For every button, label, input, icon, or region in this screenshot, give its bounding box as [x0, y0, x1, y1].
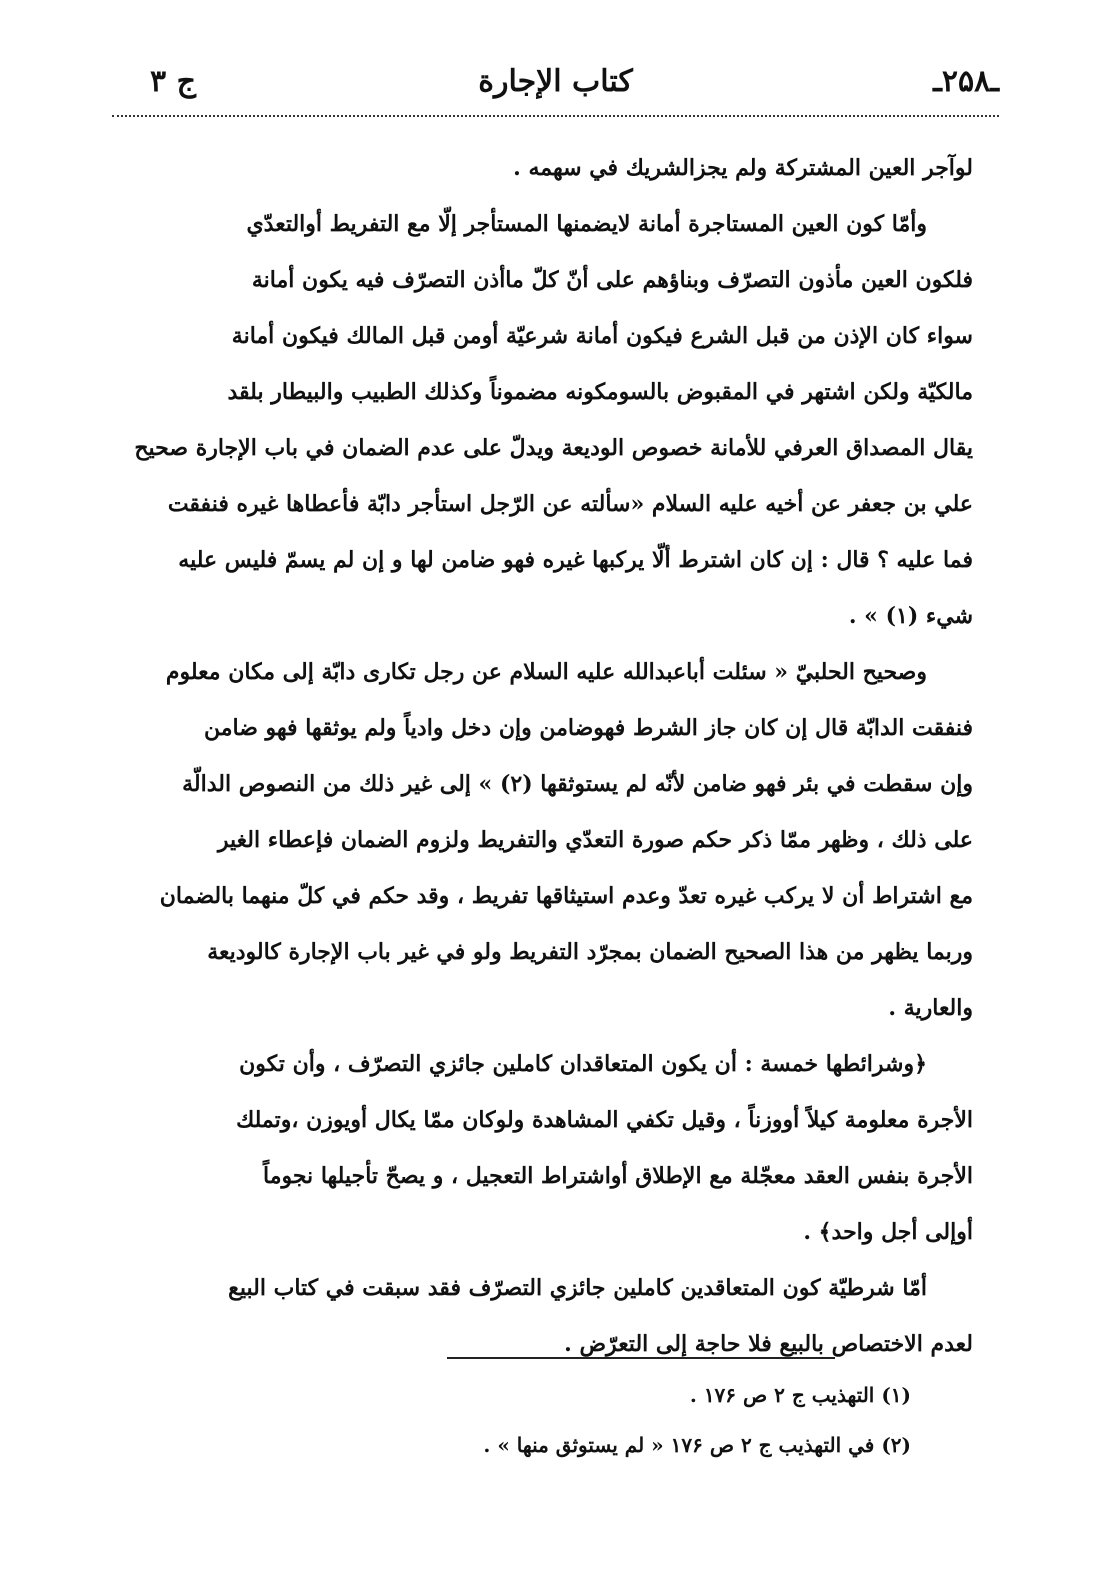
footnote-1: (۱) التهذيب ج ۲ ص ۱۷۶ . [689, 1383, 911, 1407]
text-line: أمّا شرطيّة كون المتعاقدين كاملين جائزي التصرّف فقد سبقت في كتاب البيع [228, 1275, 927, 1301]
text-line: فنفقت الدابّة قال إن كان جاز الشرط فهوضامن وإن دخل وادياً ولم يوثقها فهو ضامن [203, 715, 973, 741]
text-line: مالكيّة ولكن اشتهر في المقبوض بالسومكونه مضموناً وكذلك الطبيب والبيطار بلقد [227, 379, 973, 405]
text-line: فلكون العين مأذون التصرّف وبناؤهم على أنّ كلّ ماأذن التصرّف فيه يكون أمانة [251, 267, 973, 293]
text-line: أوإلى أجل واحد﴾ . [803, 1219, 973, 1245]
main-text [108, 140, 973, 1372]
text-line: يقال المصداق العرفي للأمانة خصوص الوديعة ويدلّ على عدم الضمان في باب الإجارة صحيح [134, 435, 973, 461]
text-line: لوآجر العين المشتركة ولم يجزالشريك في سهمه . [513, 155, 973, 181]
text-line: الأجرة بنفس العقد معجّلة مع الإطلاق أواشتراط التعجيل ، و يصحّ تأجيلها نجوماً [263, 1163, 973, 1189]
text-line: وأمّا كون العين المستاجرة أمانة لايضمنها المستأجر إلّا مع التفريط أوالتعدّي [246, 211, 927, 237]
page-number: ـ۲۵۸ـ [933, 64, 999, 99]
text-line: وإن سقطت في بئر فهو ضامن لأنّه لم يستوثقها (۲) » إلى غير ذلك من النصوص الدالّة [182, 771, 973, 797]
footnote-2: (۲) في التهذيب ج ۲ ص ۱۷۶ « لم يستوثق منها » . [483, 1433, 911, 1457]
text-line: وصحيح الحلبيّ « سئلت أباعبدالله عليه السلام عن رجل تكارى دابّة إلى مكان معلوم [165, 659, 927, 685]
footnote-divider [447, 1357, 835, 1359]
text-line: ﴿وشرائطها خمسة : أن يكون المتعاقدان كاملين جائزي التصرّف ، وأن تكون [239, 1051, 927, 1077]
page-header [112, 62, 999, 110]
text-line: وربما يظهر من هذا الصحيح الضمان بمجرّد التفريط ولو في غير باب الإجارة كالوديعة [207, 939, 973, 965]
text-line: مع اشتراط أن لا يركب غيره تعدّ وعدم استيثاقها تفريط ، وقد حكم في كلّ منهما بالضمان [159, 883, 973, 909]
text-line: على ذلك ، وظهر ممّا ذكر حكم صورة التعدّي والتفريط ولزوم الضمان فإعطاء الغير [217, 827, 973, 853]
text-line: سواء كان الإذن من قبل الشرع فيكون أمانة شرعيّة أومن قبل المالك فيكون أمانة [231, 323, 973, 349]
header-divider [112, 115, 999, 117]
text-line: علي بن جعفر عن أخيه عليه السلام «سألته عن الرّجل استأجر دابّة فأعطاها غيره فنفقت [167, 491, 973, 517]
volume-label: ج ۳ [150, 64, 196, 99]
footnotes [108, 1370, 911, 1470]
book-title: كتاب الإجارة [478, 64, 633, 99]
text-line: شيء (۱) » . [848, 603, 973, 629]
text-line: والعارية . [888, 995, 973, 1021]
text-line: لعدم الاختصاص بالبيع فلا حاجة إلى التعرّض . [564, 1331, 973, 1357]
text-line: فما عليه ؟ قال : إن كان اشترط ألّا يركبها غيره فهو ضامن لها و إن لم يسمّ فليس عليه [178, 547, 973, 573]
text-line: الأجرة معلومة كيلاً أووزناً ، وقيل تكفي المشاهدة ولوكان ممّا يكال أويوزن ،وتملك [236, 1107, 973, 1133]
